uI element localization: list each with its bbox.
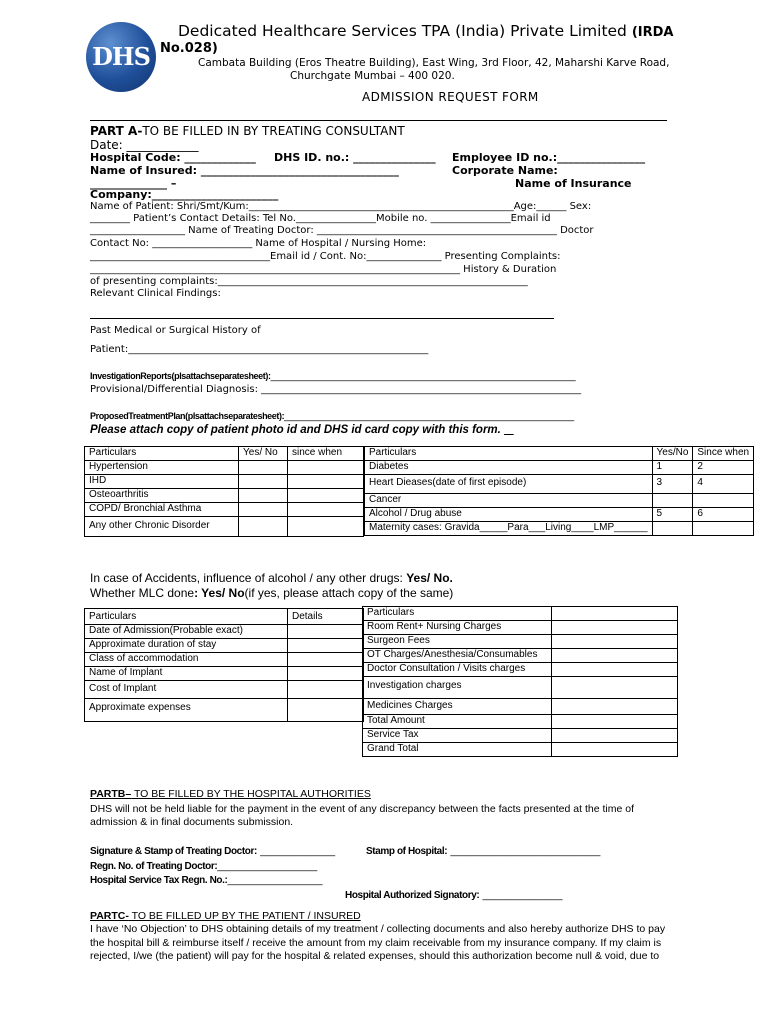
- table-row: Name of Implant: [85, 667, 364, 681]
- name-of-insured-field[interactable]: Name of Insured: ____________________________________: [90, 164, 399, 177]
- table-row: Room Rent+ Nursing Charges: [363, 621, 678, 635]
- history-table-left: [84, 446, 364, 537]
- header-divider: [90, 120, 667, 121]
- history-table-right: [364, 446, 754, 536]
- contact-no-field[interactable]: Contact No: ____________________ Name of Hospital / Nursing Home:: [90, 238, 427, 249]
- admission-table: [84, 608, 364, 722]
- table-header: Since when: [693, 447, 754, 461]
- table-row: Osteoarthritis: [85, 489, 364, 503]
- table-row: Date of Admission(Probable exact): [85, 625, 364, 639]
- table-row: Maternity cases: Gravida_____Para___Living____LMP______: [365, 522, 754, 536]
- corporate-name-label: Corporate Name:: [452, 164, 558, 177]
- authorization-line-3: rejected, I/we (the patient) will pay for the hospital & related expenses, should this authorization become null & void, due to: [90, 950, 660, 962]
- past-history-field[interactable]: Patient:____________________________________________________________: [90, 344, 429, 355]
- table-row: IHD: [85, 475, 364, 489]
- logo-text: DHS: [92, 42, 150, 71]
- address-line-2: Churchgate Mumbai – 400 020.: [290, 70, 455, 82]
- table-row: COPD/ Bronchial Asthma: [85, 503, 364, 517]
- proposed-plan-field[interactable]: ProposedTreatmentPlan(plsattachseparatesheet):__________________________________________________________: [90, 411, 575, 422]
- stamp-hospital-field[interactable]: Stamp of Hospital: ______________________________: [366, 846, 601, 857]
- address-line-1: Cambata Building (Eros Theatre Building), East Wing, 3rd Floor, 42, Maharshi Karve Road,: [198, 57, 670, 69]
- table-header: Particulars: [365, 447, 653, 461]
- patient-contact-field[interactable]: ________ Patient’s Contact Details: Tel No.________________Mobile no. ________________Email id: [90, 213, 551, 224]
- part-b-heading: PARTB– TO BE FILLED BY THE HOSPITAL AUTHORITIES: [90, 788, 371, 800]
- table-row: Approximate duration of stay: [85, 639, 364, 653]
- email-cont-field[interactable]: ____________________________________Email id / Cont. No:_______________ Presenting Complaints:: [90, 251, 561, 262]
- authorized-signatory-field[interactable]: Hospital Authorized Signatory: ________________: [345, 890, 563, 901]
- charges-table: [362, 606, 678, 757]
- table-row: Doctor Consultation / Visits charges: [363, 663, 678, 677]
- presenting-complaints-field[interactable]: of presenting complaints:______________________________________________________________: [90, 276, 528, 287]
- authorization-line-2: the hospital bill & reimburse itself / receive the amount from my claim receivable from my insurance company. If my claim is: [90, 937, 662, 949]
- company-field[interactable]: Company:_______________________: [90, 188, 279, 201]
- table-header-row: [85, 447, 364, 461]
- regn-no-field[interactable]: Regn. No. of Treating Doctor:____________________: [90, 861, 318, 872]
- table-row: Investigation charges: [363, 677, 678, 699]
- table-header: Yes/No: [652, 447, 693, 461]
- irda-label: (IRDA: [631, 25, 674, 40]
- date-field[interactable]: Date: ____________: [90, 138, 199, 152]
- table-row: Class of accommodation: [85, 653, 364, 667]
- table-row: Cancer: [365, 494, 754, 508]
- accidents-yes-no[interactable]: Yes/ No.: [406, 571, 453, 585]
- authorization-line-1: I have ‘No Objection’ to DHS obtaining details of my treatment / collecting documents and also hereby authorize DHS to pay: [90, 923, 666, 935]
- history-duration-field[interactable]: __________________________________________________________________________ History & Duration: [90, 264, 557, 275]
- clinical-findings-line[interactable]: [90, 318, 554, 319]
- table-header-row: [85, 609, 364, 625]
- investigation-reports-field[interactable]: InvestigationReports(plsattachseparatesheet):_____________________________________________________________: [90, 371, 576, 382]
- table-row: Alcohol / Drug abuse 5 6: [365, 508, 754, 522]
- treating-doctor-field[interactable]: ___________________ Name of Treating Doctor: ________________________________________________ Doctor: [90, 225, 594, 236]
- insurance-blank[interactable]: ______________ –: [90, 177, 177, 190]
- table-header: Yes/ No: [239, 447, 288, 461]
- table-row: Hypertension: [85, 461, 364, 475]
- table-header: Particulars: [85, 447, 239, 461]
- table-row: OT Charges/Anesthesia/Consumables: [363, 649, 678, 663]
- provisional-diagnosis-field[interactable]: Provisional/Differential Diagnosis: ________________________________________________________________: [90, 384, 582, 395]
- table-row: Cost of Implant: [85, 681, 364, 699]
- table-header-row: [365, 447, 754, 461]
- table-row: Surgeon Fees: [363, 635, 678, 649]
- employee-id-field[interactable]: Employee ID no.:________________: [452, 151, 646, 164]
- accidents-question: In case of Accidents, influence of alcohol / any other drugs: Yes/ No.: [90, 571, 453, 585]
- table-row: Grand Total: [363, 743, 678, 757]
- table-row: Service Tax: [363, 729, 678, 743]
- company-name: Dedicated Healthcare Services TPA (India) Private Limited (IRDA: [178, 22, 674, 40]
- mlc-question: Whether MLC done: Yes/ No(if yes, please attach copy of the same): [90, 586, 454, 600]
- disclaimer-line-2: admission & in final documents submission.: [90, 816, 294, 828]
- part-c-heading: PARTC- TO BE FILLED UP BY THE PATIENT / INSURED: [90, 910, 361, 922]
- part-a-heading: PART A-TO BE FILLED IN BY TREATING CONSULTANT: [90, 124, 405, 138]
- table-row: Diabetes 1 2: [365, 461, 754, 475]
- disclaimer-line-1: DHS will not be held liable for the payment in the event of any discrepancy between the facts presented at the time of: [90, 803, 634, 815]
- table-row: [363, 607, 678, 621]
- table-row: Approximate expenses: [85, 699, 364, 722]
- clinical-findings-label: Relevant Clinical Findings:: [90, 288, 221, 299]
- table-row: Any other Chronic Disorder: [85, 517, 364, 537]
- table-row: Medicines Charges: [363, 699, 678, 715]
- table-row: Heart Dieases(date of first episode) 3 4: [365, 475, 754, 494]
- signature-field[interactable]: Signature & Stamp of Treating Doctor: _______________: [90, 846, 336, 857]
- table-header: Details: [288, 609, 364, 625]
- irda-number: No.028): [160, 41, 218, 56]
- hospital-code-field[interactable]: Hospital Code: _____________: [90, 151, 256, 164]
- dhs-logo: [86, 22, 156, 92]
- name-of-insurance-label: Name of Insurance: [515, 177, 632, 190]
- dhs-id-field[interactable]: DHS ID. no.: _______________: [274, 151, 436, 164]
- service-tax-field[interactable]: Hospital Service Tax Regn. No.:___________________: [90, 875, 323, 886]
- table-header: since when: [288, 447, 364, 461]
- attach-note: Please attach copy of patient photo id and DHS id card copy with this form.: [90, 424, 501, 436]
- table-header: Particulars: [363, 607, 552, 621]
- table-row: Total Amount: [363, 715, 678, 729]
- past-history-label: Past Medical or Surgical History of: [90, 325, 261, 336]
- patient-name-field[interactable]: Name of Patient: Shri/Smt/Kum:_____________________________________________________Age:______ Sex:: [90, 201, 592, 212]
- form-title: ADMISSION REQUEST FORM: [362, 90, 539, 104]
- mlc-yes-no[interactable]: : Yes/ No: [194, 586, 245, 600]
- table-header: Particulars: [85, 609, 288, 625]
